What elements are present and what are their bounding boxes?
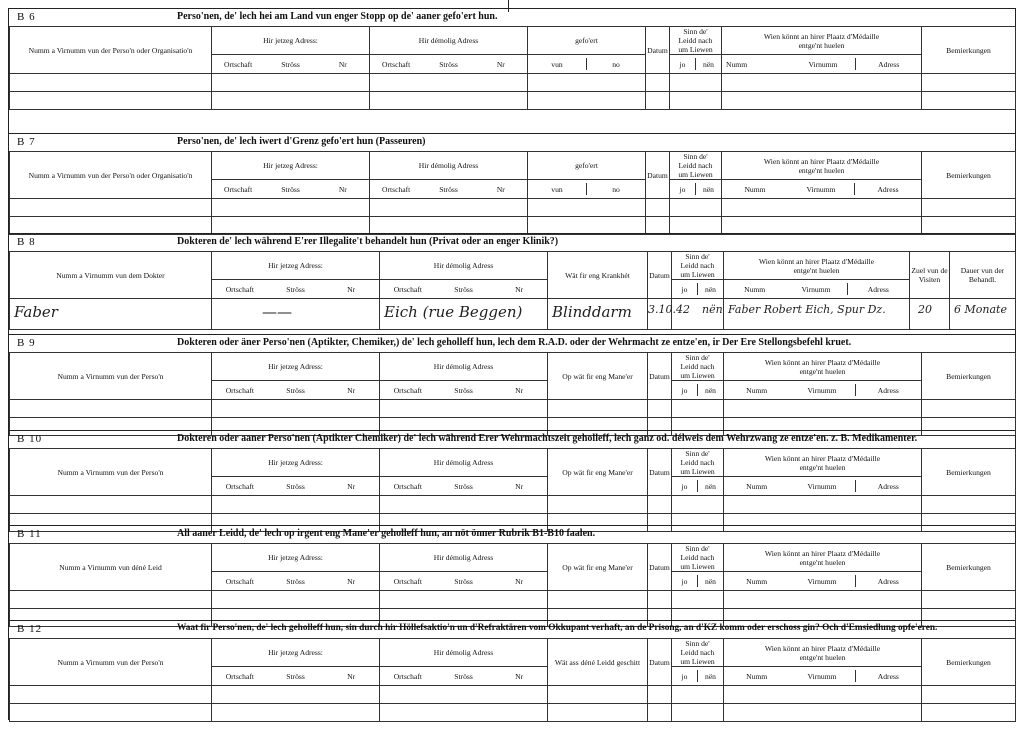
former-address-entry: Eich (rue Beggen)	[384, 303, 523, 321]
manner-header: Op wät fir eng Mane'er	[548, 449, 648, 496]
risk-header: Sinn de' Leidd nach um Liewen	[672, 639, 724, 667]
section-code: B 9	[17, 337, 36, 349]
former-address-header: Hir démolig Adress	[380, 544, 548, 572]
medal-header: Wien könnt an hirer Plaatz d'Médaille entge'nt huelen	[722, 27, 922, 55]
name-header: Numm a Virnumm vun der Perso'n oder Organisatio'n	[10, 152, 212, 199]
table-row[interactable]	[10, 496, 1016, 514]
remarks-header: Bemierkungen	[922, 449, 1016, 496]
date-header: Datum	[648, 639, 672, 686]
current-address-header: Hir jetzeg Adress:	[212, 27, 370, 55]
medal-header: Wien könnt an hirer Plaatz d'Médaille entge'nt huelen	[724, 544, 922, 572]
illness-header: Wät fir eng Krankhét	[548, 252, 648, 299]
section-code: B 6	[17, 11, 36, 23]
former-address-header: Hir démolig Adress	[370, 152, 528, 180]
current-address-header: Hir jetzeg Adress:	[212, 544, 380, 572]
date-entry: 3.10.42	[648, 303, 690, 316]
date-header: Datum	[648, 353, 672, 400]
duration-header: Dauer vun der Behandl.	[950, 252, 1016, 299]
table-row[interactable]	[10, 217, 1016, 235]
current-address-header: Hir jetzeg Adress:	[212, 252, 380, 280]
table-row[interactable]	[10, 686, 1016, 704]
section-title: Waat fir Perso'nen, de' lech geholleff hun, sin durch hir Höllefsaktio'n un d'Refraktären vom Okkupant verhaft, an de Prisong, an d'KZ komm oder erschoss gin? Och d'Emsiedlung opfe'eren.	[177, 623, 938, 633]
former-address-header: Hir démolig Adress	[380, 449, 548, 477]
medal-header: Wien könnt an hirer Plaatz d'Médaille entge'nt huelen	[724, 252, 910, 280]
former-address-header: Hir démolig Adress	[380, 353, 548, 381]
date-header: Datum	[648, 544, 672, 591]
section-title: Perso'nen, de' lech hei am Land vun enger Stopp op de' aaner gefo'ert hun.	[177, 11, 498, 22]
medal-header: Wien könnt an hirer Plaatz d'Médaille entge'nt huelen	[722, 152, 922, 180]
section-code: B 7	[17, 136, 36, 148]
date-header: Datum	[648, 252, 672, 299]
section-code: B 10	[17, 433, 43, 445]
remarks-header: Bemierkungen	[922, 152, 1016, 199]
risk-header: Sinn de' Leidd nach um Liewen	[672, 449, 724, 477]
risk-entry: nën	[702, 303, 723, 316]
risk-header: Sinn de' Leidd nach um Liewen	[670, 152, 722, 180]
manner-header: Op wät fir eng Mane'er	[548, 544, 648, 591]
table-row[interactable]	[10, 92, 1016, 110]
visits-header: Zuel vun de Visiten	[910, 252, 950, 299]
risk-header: Sinn de' Leidd nach um Liewen	[672, 252, 724, 280]
current-address-header: Hir jetzeg Adress:	[212, 449, 380, 477]
risk-header: Sinn de' Leidd nach um Liewen	[670, 27, 722, 55]
date-header: Datum	[648, 449, 672, 496]
section-title: Perso'nen, de' lech iwert d'Grenz gefo'ert hun (Passeuren)	[177, 136, 426, 147]
name-header: Numm a Virnumm vun déné Leid	[10, 544, 212, 591]
section-code: B 12	[17, 623, 43, 635]
name-header: Numm a Virnumm vun der Perso'n	[10, 353, 212, 400]
risk-header: Sinn de' Leidd nach um Liewen	[672, 353, 724, 381]
date-header: Datum	[646, 27, 670, 74]
section-title: All aaner Leidd, de' lech op irgent eng Mane'er geholleff hun, an nöt önner Rubrik B1-B10 faalen.	[177, 528, 596, 539]
current-address-header: Hir jetzeg Adress:	[212, 639, 380, 667]
illness-entry: Blinddarm	[552, 303, 632, 321]
medal-header: Wien könnt an hirer Plaatz d'Médaille entge'nt huelen	[724, 353, 922, 381]
remarks-header: Bemierkungen	[922, 27, 1016, 74]
medal-header: Wien könnt an hirer Plaatz d'Médaille entge'nt huelen	[724, 639, 922, 667]
former-address-header: Hir démolig Adress	[380, 639, 548, 667]
section-code: B 8	[17, 236, 36, 248]
name-header: Numm a Virnumm vun der Perso'n	[10, 449, 212, 496]
manner-header: Op wät fir eng Mane'er	[548, 353, 648, 400]
visits-entry: 20	[918, 303, 932, 316]
table-row[interactable]	[10, 591, 1016, 609]
medal-entry: Faber Robert Eich, Spur Dz.	[728, 303, 886, 316]
section-title: Dokteren oder äner Perso'nen (Aptikter, Chemiker,) de' lech geholleff hun, lech dem R.A.D. oder der Wehrmacht ze entze'en, ir Der Ere Stellongsbefehl kruet.	[177, 337, 852, 348]
current-address-header: Hir jetzeg Adress:	[212, 353, 380, 381]
table-row[interactable]	[10, 299, 1016, 330]
section-title: Dokteren de' lech während E'rer Illegalite't behandelt hun (Privat oder an enger Klinik?)	[177, 236, 559, 247]
guided-header: gefo'ert	[528, 152, 646, 180]
medal-header: Wien könnt an hirer Plaatz d'Médaille entge'nt huelen	[724, 449, 922, 477]
doctor-name-header: Numm a Virnumm vun dem Dokter	[10, 252, 212, 299]
table-row[interactable]	[10, 74, 1016, 92]
name-header: Numm a Virnumm vun der Perso'n oder Organisatio'n	[10, 27, 212, 74]
what-happened-header: Wät ass déné Leidd geschitt	[548, 639, 648, 686]
doctor-name-entry: Faber	[14, 303, 58, 321]
remarks-header: Bemierkungen	[922, 353, 1016, 400]
current-address-entry: ——	[262, 303, 292, 321]
table-row[interactable]	[10, 400, 1016, 418]
former-address-header: Hir démolig Adress	[380, 252, 548, 280]
section-code: B 11	[17, 528, 42, 540]
remarks-header: Bemierkungen	[922, 639, 1016, 686]
guided-header: gefo'ert	[528, 27, 646, 55]
remarks-header: Bemierkungen	[922, 544, 1016, 591]
risk-header: Sinn de' Leidd nach um Liewen	[672, 544, 724, 572]
form-page: B 6 Perso'nen, de' lech hei am Land vun enger Stopp op de' aaner gefo'ert hun. Numm a Virnumm vun der Perso'n oder Organisatio'n Hir jetzeg Adress: Hir démolig Adress gefo'ert Datum Sinn de' Leidd nach um Liewen Wien könnt an hirer Plaatz d'Médaille entge'nt huelen Bemierkungen Ortschaft Ströss Nr Ortschaft Ströss Nr vun no jo nën Numm Virnumm Adress B 7 Perso'nen, de' lech iwert d'Grenz gefo'ert hun (Passeuren) Numm a Virnumm vun der Perso'n oder Organisatio'n Hir jetzeg Adress: Hir démolig Adress gefo'ert Datum Sinn de' Leidd nach um Liewen Wien könnt an hirer Plaatz d'Médaille entge'nt huelen Bemierkungen Ortschaft Ströss Nr Ortschaft Ströss Nr vun no jo nën Numm Virnumm Adress B 8 Dokteren de' lech während E'rer Illegalite't behandelt hun (Privat oder an enger Klinik?) Numm a Virnumm vun dem Dokter Hir jetzeg Adress: Hir démolig Adress Wät fir eng Krankhét Datum Sinn de' Leidd nach um Liewen Wien könnt an hirer Plaatz d'Médaille entge'nt huelen Zuel vun de Visiten Dauer vun der Behandl. Ortschaft Ströss Nr Ortschaft Ströss Nr jo nën Numm Virnumm Adress Faber —— Eich (rue Beggen) Blinddarm 3.10.42 nën Faber Robert Eich, Spur Dz. 20 6 Monate B 9 Dokteren oder äner Perso'nen (Aptikter, Chemiker,) de' lech geholleff hun, lech dem R.A.D. oder der Wehrmacht ze entze'en, ir Der Ere Stellongsbefehl kruet. Numm a Virnumm vun der Perso'n Hir jetzeg Adress: Hir démolig Adress Op wät fir eng Mane'er Datum Sinn de' Leidd nach um Liewen Wien könnt an hirer Plaatz d'Médaille entge'nt huelen Bemierkungen Ortschaft Ströss Nr Ortschaft Ströss Nr jo nën Numm Virnumm Adress B 10 Dokteren oder aaner Perso'nen (Aptikter Chemiker) de' lech während Erer Wehrmachtszeit geholleff, lech ganz od. délweis dem Wehrzwang ze entze'en. z. B. Medikamenter. Numm a Virnumm vun der Perso'n Hir jetzeg Adress: Hir démolig Adress Op wät fir eng Mane'er Datum Sinn de' Leidd nach um Liewen Wien könnt an hirer Plaatz d'Médaille entge'nt huelen Bemierkungen Ortschaft Ströss Nr Ortschaft Ströss Nr jo nën Numm Virnumm Adress B 11 All aaner Leidd, de' lech op irgent eng Mane'er geholleff hun, an nöt önner Rubrik B1-B10 faalen. Numm a Virnumm vun déné Leid Hir jetzeg Adress: Hir démolig Adress Op wät fir eng Mane'er Datum Sinn de' Leidd nach um Liewen Wien könnt an hirer Plaatz d'Médaille entge'nt huelen Bemierkungen Ortschaft Ströss Nr Ortschaft Ströss Nr jo nën Numm Virnumm Adress B 12 Waat fir Perso'nen, de' lech geholleff hun, sin durch hir Höllefsaktio'n un d'Refraktären vom Okkupant verhaft, an de Prisong, an d'KZ komm oder erschoss gin? Och d'Emsiedlung opfe'eren. Numm a Virnumm vun der Perso'n Hir jetzeg Adress: Hir démolig Adress Wät ass déné Leidd geschitt Datum Sinn de' Leidd nach um Liewen Wien könnt an hirer Plaatz d'Médaille entge'nt huelen Bemierkungen Ortschaft Ströss Nr Ortschaft Ströss Nr jo nën Numm Virnumm Adress	[8, 8, 1016, 720]
section-title: Dokteren oder aaner Perso'nen (Aptikter Chemiker) de' lech während Erer Wehrmachtszeit geholleff, lech ganz od. délweis dem Wehrzwang ze entze'en. z. B. Medikamenter.	[177, 433, 918, 444]
duration-entry: 6 Monate	[954, 303, 1007, 316]
table-row[interactable]	[10, 199, 1016, 217]
former-address-header: Hir démolig Adress	[370, 27, 528, 55]
current-address-header: Hir jetzeg Adress:	[212, 152, 370, 180]
table-row[interactable]	[10, 704, 1016, 722]
name-header: Numm a Virnumm vun der Perso'n	[10, 639, 212, 686]
date-header: Datum	[646, 152, 670, 199]
